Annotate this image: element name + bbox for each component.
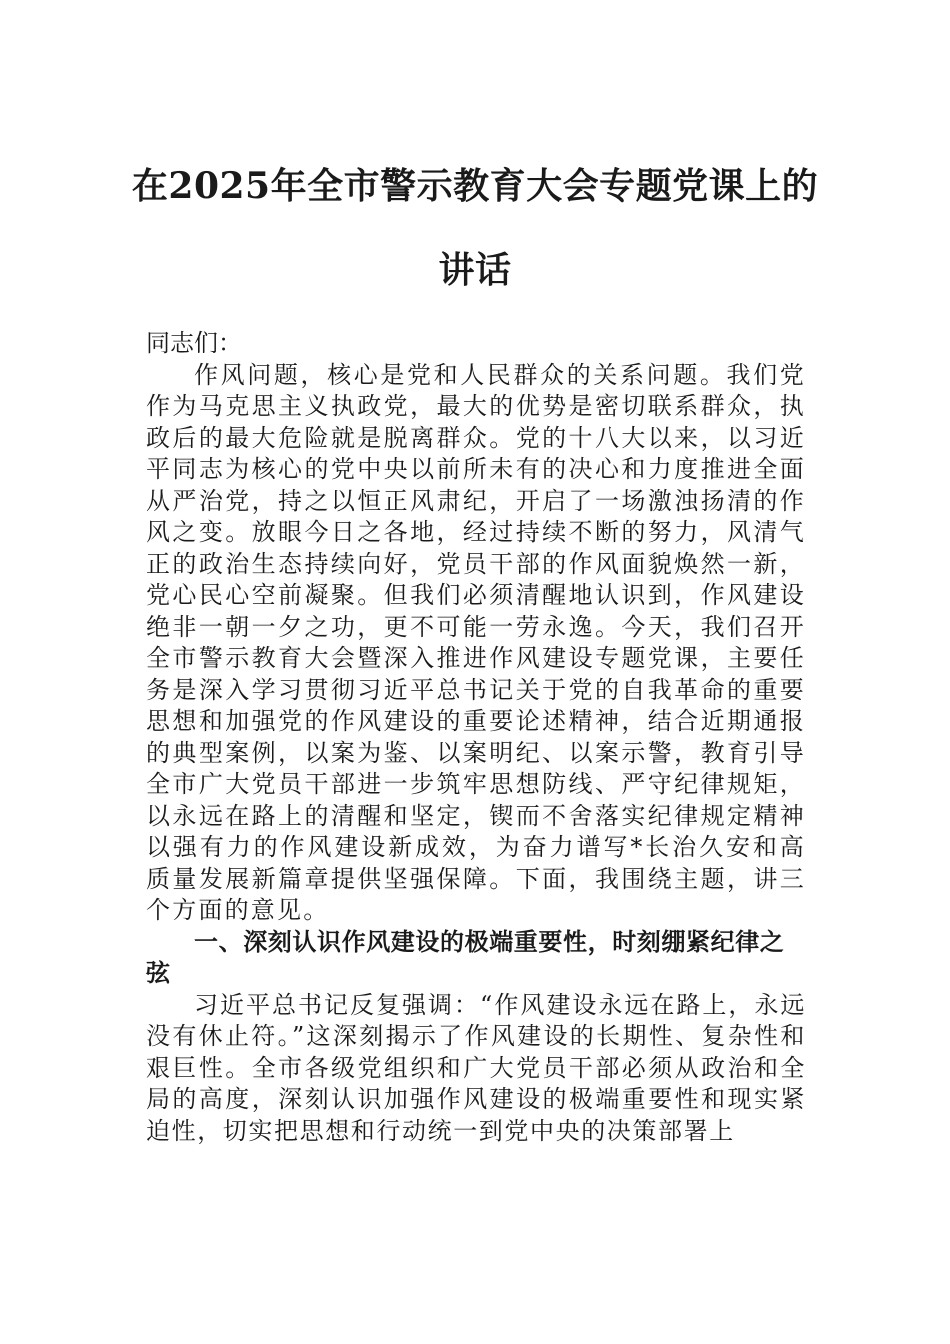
document-title: 在2025年全市警示教育大会专题党课上的讲话 (131, 165, 819, 291)
salutation: 同志们： (146, 329, 242, 357)
section-heading: 一、深刻认识作风建设的极端重要性，时刻绷紧纪律之弦 (146, 927, 785, 987)
document-body (146, 328, 806, 1147)
section-paragraph: 习近平总书记反复强调：“作风建设永远在路上，永远没有休止符。”这深刻揭示了作风建设的长期性、复杂性和艰巨性。全市各级党组织和广大党员干部必须从政治和全局的高度，深刻认识加强作风建设的极端重要性和现实紧迫性，切实把思想和行动统一到党中央的决策部署上 (146, 990, 806, 1145)
intro-paragraph: 作风问题，核心是党和人民群众的关系问题。我们党作为马克思主义执政党，最大的优势是密切联系群众，执政后的最大危险就是脱离群众。党的十八大以来，以习近平同志为核心的党中央以前所未有的决心和力度推进全面从严治党，持之以恒正风肃纪，开启了一场激浊扬清的作风之变。放眼今日之各地，经过持续不断的努力，风清气正的政治生态持续向好，党员干部的作风面貌焕然一新，党心民心空前凝聚。但我们必须清醒地认识到，作风建设绝非一朝一夕之功，更不可能一劳永逸。今天，我们召开全市警示教育大会暨深入推进作风建设专题党课，主要任务是深入学习贯彻习近平总书记关于党的自我革命的重要思想和加强党的作风建设的重要论述精神，结合近期通报的典型案例，以案为鉴、以案明纪、以案示警，教育引导全市广大党员干部进一步筑牢思想防线、严守纪律规矩，以永远在路上的清醒和坚定，锲而不舍落实纪律规定精神以强有力的作风建设新成效，为奋力谱写*长治久安和高质量发展新篇章提供坚强保障。下面，我围绕主题，讲三个方面的意见。 (146, 360, 806, 924)
